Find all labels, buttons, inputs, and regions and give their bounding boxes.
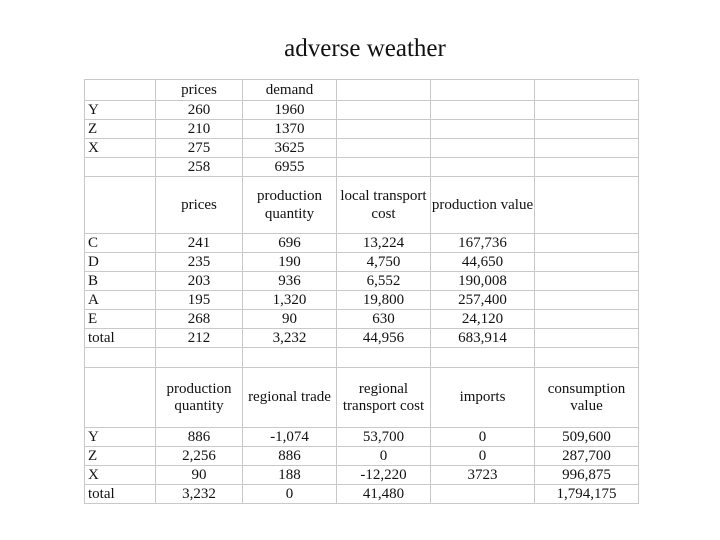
production-header-row [85, 177, 639, 234]
empty-cell [243, 348, 337, 368]
table-cell: regional trade [243, 368, 337, 428]
empty-cell [337, 348, 431, 368]
production-row [85, 272, 639, 291]
row-label-cell: B [85, 272, 156, 291]
empty-cell [156, 348, 243, 368]
table-cell [431, 101, 535, 120]
table-cell [535, 139, 639, 158]
table-cell: 90 [243, 310, 337, 329]
row-label-cell [85, 177, 156, 234]
table-cell [431, 120, 535, 139]
table-cell [431, 485, 535, 504]
table-cell [431, 139, 535, 158]
table-cell: production value [431, 177, 535, 234]
table-cell: 195 [156, 291, 243, 310]
row-label-cell: total [85, 329, 156, 348]
table-cell: regional transport cost [337, 368, 431, 428]
table-cell: imports [431, 368, 535, 428]
production-row [85, 234, 639, 253]
table-cell: 509,600 [535, 428, 639, 447]
table-cell [535, 234, 639, 253]
table-cell: 260 [156, 101, 243, 120]
table-cell: 6955 [243, 158, 337, 177]
production-row [85, 329, 639, 348]
production-row [85, 291, 639, 310]
table-cell: 190,008 [431, 272, 535, 291]
table-cell: 41,480 [337, 485, 431, 504]
demand-header-row [85, 80, 639, 101]
table-cell: 212 [156, 329, 243, 348]
table-cell: 235 [156, 253, 243, 272]
page-title: adverse weather [284, 35, 446, 62]
table-cell: 210 [156, 120, 243, 139]
table-cell [337, 158, 431, 177]
table-cell: production quantity [243, 177, 337, 234]
table-cell [535, 158, 639, 177]
empty-cell [431, 348, 535, 368]
row-label-cell [85, 368, 156, 428]
empty-cell [535, 348, 639, 368]
table-cell: 203 [156, 272, 243, 291]
row-label-cell: total [85, 485, 156, 504]
table-cell: 44,956 [337, 329, 431, 348]
row-label-cell: D [85, 253, 156, 272]
table-cell: 3723 [431, 466, 535, 485]
table-cell: 683,914 [431, 329, 535, 348]
demand-row [85, 139, 639, 158]
table-cell: demand [243, 80, 337, 101]
table-cell: 241 [156, 234, 243, 253]
row-label-cell: A [85, 291, 156, 310]
table-cell: 936 [243, 272, 337, 291]
table-cell: 3,232 [243, 329, 337, 348]
table-cell: prices [156, 80, 243, 101]
table-cell: 1,320 [243, 291, 337, 310]
table-cell [535, 272, 639, 291]
table-cell: 44,650 [431, 253, 535, 272]
table-cell [535, 253, 639, 272]
table-cell: 0 [243, 485, 337, 504]
table-cell: 696 [243, 234, 337, 253]
table-cell: 53,700 [337, 428, 431, 447]
row-label-cell: Z [85, 120, 156, 139]
table-cell [535, 291, 639, 310]
demand-row [85, 120, 639, 139]
table-cell: 2,256 [156, 447, 243, 466]
row-label-cell: Y [85, 428, 156, 447]
table-cell: 1960 [243, 101, 337, 120]
table-cell: 1,794,175 [535, 485, 639, 504]
table-cell: 13,224 [337, 234, 431, 253]
row-label-cell: Y [85, 101, 156, 120]
table-cell: 0 [337, 447, 431, 466]
table-cell: 275 [156, 139, 243, 158]
table-cell: -12,220 [337, 466, 431, 485]
row-label-cell: Z [85, 447, 156, 466]
table-cell [535, 101, 639, 120]
table-cell: -1,074 [243, 428, 337, 447]
row-label-cell [85, 80, 156, 101]
table-cell: 257,400 [431, 291, 535, 310]
table-cell: 19,800 [337, 291, 431, 310]
table-cell: consumption value [535, 368, 639, 428]
table-cell: 3625 [243, 139, 337, 158]
table-cell [337, 101, 431, 120]
table-cell: 190 [243, 253, 337, 272]
table-cell: 0 [431, 428, 535, 447]
production-row [85, 253, 639, 272]
demand-row [85, 158, 639, 177]
data-sheet [84, 79, 639, 504]
row-label-cell: C [85, 234, 156, 253]
table-cell [535, 80, 639, 101]
table-cell: 90 [156, 466, 243, 485]
table-cell: 258 [156, 158, 243, 177]
table-cell: 287,700 [535, 447, 639, 466]
table-cell: 268 [156, 310, 243, 329]
table-cell: local transport cost [337, 177, 431, 234]
table-cell: 886 [156, 428, 243, 447]
empty-cell [85, 348, 156, 368]
table-cell [337, 139, 431, 158]
table-cell: 1370 [243, 120, 337, 139]
table-cell: 4,750 [337, 253, 431, 272]
table-cell [337, 120, 431, 139]
table-cell: 6,552 [337, 272, 431, 291]
trade-header-row [85, 368, 639, 428]
trade-row [85, 466, 639, 485]
table-cell: prices [156, 177, 243, 234]
table-cell [535, 120, 639, 139]
table-cell [535, 310, 639, 329]
trade-row [85, 447, 639, 466]
table-cell: 167,736 [431, 234, 535, 253]
production-row [85, 310, 639, 329]
table-cell [535, 329, 639, 348]
trade-row [85, 485, 639, 504]
spacer-row [85, 348, 639, 368]
table-cell: 630 [337, 310, 431, 329]
table-cell [337, 80, 431, 101]
row-label-cell: E [85, 310, 156, 329]
table-cell: 996,875 [535, 466, 639, 485]
table-cell [535, 177, 639, 234]
table-cell: 3,232 [156, 485, 243, 504]
table-cell: 24,120 [431, 310, 535, 329]
row-label-cell: X [85, 139, 156, 158]
table-cell: production quantity [156, 368, 243, 428]
row-label-cell: X [85, 466, 156, 485]
table-cell [431, 80, 535, 101]
row-label-cell [85, 158, 156, 177]
demand-row [85, 101, 639, 120]
table-cell: 188 [243, 466, 337, 485]
table-cell: 0 [431, 447, 535, 466]
table-cell: 886 [243, 447, 337, 466]
table-cell [431, 158, 535, 177]
trade-row [85, 428, 639, 447]
